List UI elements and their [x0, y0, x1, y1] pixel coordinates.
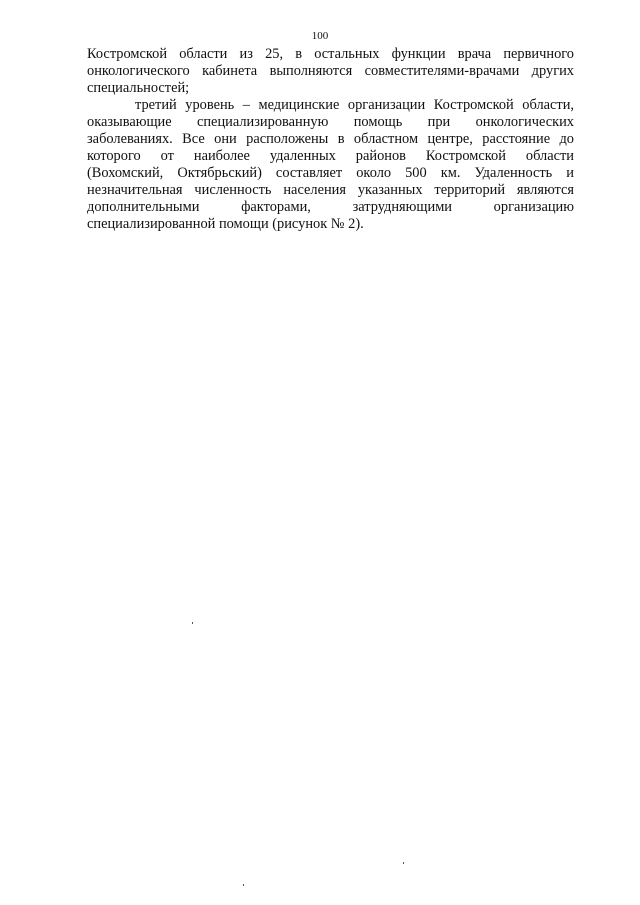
- text-line: специальностей;: [87, 80, 190, 96]
- page-number: 100: [311, 30, 329, 42]
- text-line: Костромской области из 25, в остальных функции врача первичного: [87, 46, 574, 62]
- text-line: онкологического кабинета выполняются совместителями-врачами других: [87, 63, 574, 79]
- text-line: специализированной помощи (рисунок № 2).: [87, 216, 364, 232]
- text-line: незначительная численность населения указанных территорий являются: [87, 182, 574, 198]
- scan-speck: [403, 862, 404, 864]
- text-line: заболеваниях. Все они расположены в областном центре, расстояние до: [87, 131, 574, 147]
- text-line: (Вохомский, Октябрьский) составляет около 500 км. Удаленность и: [87, 165, 574, 181]
- text-line: которого от наиболее удаленных районов Костромской области: [87, 148, 574, 164]
- text-line: дополнительными факторами, затрудняющими организацию: [87, 199, 574, 215]
- text-line: оказывающие специализированную помощь при онкологических: [87, 114, 574, 130]
- scan-speck: [243, 884, 244, 886]
- document-body: [87, 46, 574, 233]
- paragraph-2: [87, 97, 574, 233]
- scan-speck: [192, 622, 193, 624]
- text-line: третий уровень – медицинские организации Костромской области,: [135, 97, 574, 113]
- paragraph-1: [87, 46, 574, 97]
